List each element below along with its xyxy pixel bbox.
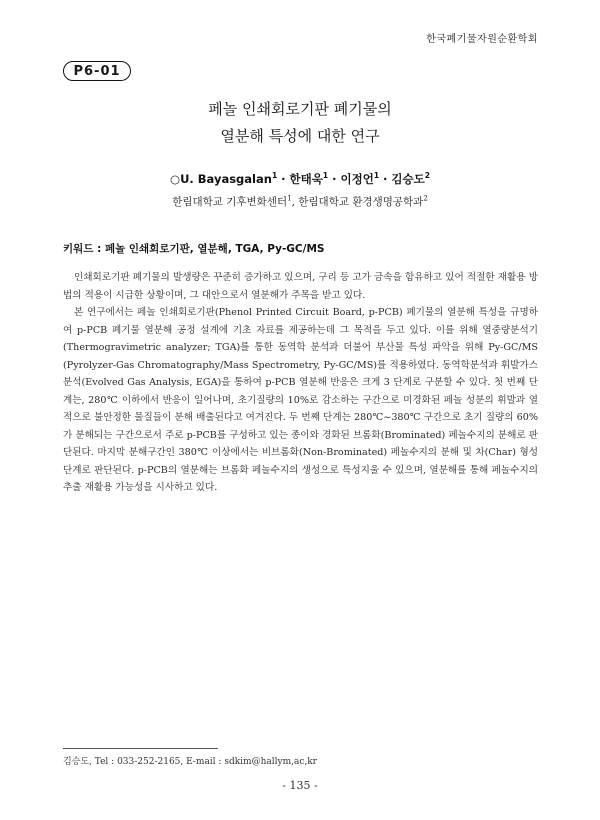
author-name: U. Bayasgalan	[180, 172, 272, 186]
session-badge: P6-01	[63, 61, 131, 81]
author-separator: ·	[328, 172, 341, 186]
author-list	[0, 171, 600, 187]
corresponding-author-footnote: 김승도, Tel : 033-252-2165, E-mail : sdkim@hallym,ac,kr	[63, 757, 317, 767]
paper-title-line-2: 열분해 특성에 대한 연구	[220, 127, 380, 145]
presenter-marker-icon: ○	[170, 172, 181, 186]
page-number: - 135 -	[282, 779, 318, 792]
author-affiliation-mark: 2	[424, 171, 430, 181]
affiliation-name: 한림대학교 환경생명공학과	[298, 196, 424, 208]
affiliation-name: 한림대학교 기후변화센터	[172, 196, 288, 208]
abstract-paragraph: 본 연구에서는 페놀 인쇄회로기판(Phenol Printed Circuit Board, p-PCB) 폐기물의 열분해 특성을 규명하여 p-PCB 폐기물 열분해 공정 설계에 기초 자료를 제공하는데 그 목적을 두고 있다. 이를 위해 열중량분석기(Thermogravimetric analyzer; TGA)를 통한 동역학 분석과 더불어 부산물 특성 파악을 위해 Py-GC/MS (Pyrolyzer-Gas Chromatography/Mass Spectrometry, Py-GC/MS)를 적용하였다. 동역학분석과 휘발가스분석(Evolved Gas Analysis, EGA)을 통하여 p-PCB 열분해 반응은 크게 3 단계로 구분할 수 있다. 첫 번째 단계는, 280℃ 이하에서 반응이 일어나며, 초기질량의 10%로 감소하는 구간으로 미경화된 페놀 성분의 휘발과 열적으로 불안정한 물질들이 분해 배출된다고 여겨진다. 두 번째 단계는 280℃~380℃ 구간으로 초기 질량의 60%가 분해되는 구간으로서 주로 p-PCB를 구성하고 있는 종이와 경화된 브롬화(Brominated) 페놀수지의 분해로 판단된다. 마지막 분해구간인 380℃ 이상에서는 비브롬화(Non-Brominated) 페놀수지의 분해 및 차(Char) 형성 단계로 판단된다. p-PCB의 열분해는 브롬화 페놀수지의 생성으로 특성지울 수 있으며, 열분해를 통해 페놀수지의 추출 재활용 가능성을 시사하고 있다.	[63, 307, 538, 493]
keywords-label: 키워드 :	[63, 243, 102, 255]
author-separator: ·	[379, 172, 392, 186]
keywords	[63, 241, 324, 256]
footnote-divider	[63, 748, 218, 749]
paper-title-line-1: 페놀 인쇄회로기판 폐기물의	[208, 100, 392, 118]
author-name: 이정언	[340, 172, 374, 186]
author-name: 김승도	[391, 172, 425, 186]
affiliation-mark: 1	[287, 194, 292, 203]
paper-title	[0, 96, 600, 150]
abstract-body	[63, 269, 538, 497]
author-affiliation-mark: 1	[271, 171, 278, 181]
affiliation-list: 한림대학교 기후변화센터$^1$, 한림대학교 환경생명공학과$^2$	[172, 194, 428, 208]
author-name: 한태욱	[289, 172, 323, 186]
affiliation-mark: 2	[423, 194, 428, 203]
keywords-text: 페놀 인쇄회로기판, 열분해, TGA, Py-GC/MS	[104, 243, 325, 255]
author-separator: ·	[277, 172, 290, 186]
author-affiliation-mark: 1	[373, 171, 380, 181]
journal-header: 한국폐기물자원순환학회	[426, 34, 538, 45]
author-affiliation-mark: 1	[322, 171, 329, 181]
abstract-paragraph: 인쇄회로기판 폐기물의 발생량은 꾸준히 증가하고 있으며, 구리 등 고가 금속을 함유하고 있어 적절한 재활용 방법의 적용이 시급한 상황이며, 그 대안으로서 열분해가 주목을 받고 있다.	[63, 272, 538, 301]
